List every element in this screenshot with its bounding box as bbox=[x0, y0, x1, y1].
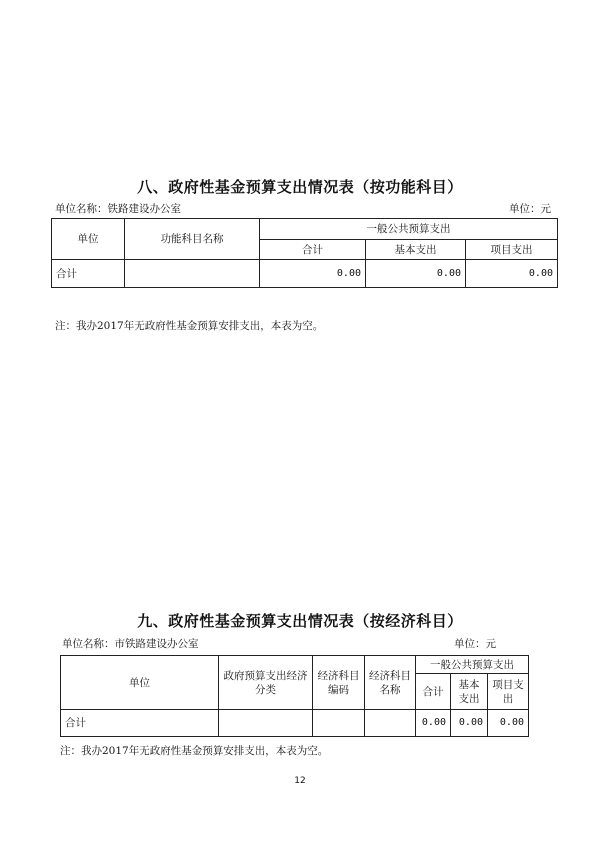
header-total: 合计 bbox=[260, 240, 366, 260]
header-general-budget: 一般公共预算支出 bbox=[416, 656, 529, 674]
row-total: 0.00 bbox=[260, 260, 366, 288]
header-econ-name: 经济科目名称 bbox=[365, 656, 416, 710]
row-econ-name bbox=[365, 710, 416, 737]
section9-currency-unit: 单位：元 bbox=[454, 638, 496, 650]
page-number: 12 bbox=[294, 776, 306, 786]
row-basic: 0.00 bbox=[366, 260, 466, 288]
header-function-subject: 功能科目名称 bbox=[125, 219, 260, 260]
header-project: 项目支出 bbox=[466, 240, 558, 260]
header-unit: 单位 bbox=[61, 656, 219, 710]
table-row bbox=[61, 710, 529, 737]
header-project: 项目支出 bbox=[488, 674, 529, 710]
section9-title: 九、政府性基金预算支出情况表（按经济科目） bbox=[137, 612, 463, 630]
row-label: 合计 bbox=[52, 260, 125, 288]
section9-table bbox=[60, 655, 529, 737]
section9-note: 注：我办2017年无政府性基金预算安排支出，本表为空。 bbox=[60, 745, 329, 757]
row-basic: 0.00 bbox=[451, 710, 488, 737]
section9-unit-name: 单位名称：市铁路建设办公室 bbox=[62, 638, 199, 650]
row-label: 合计 bbox=[61, 710, 219, 737]
header-basic: 基本支出 bbox=[451, 674, 488, 710]
row-total: 0.00 bbox=[416, 710, 451, 737]
row-project: 0.00 bbox=[466, 260, 558, 288]
section8-currency-unit: 单位：元 bbox=[509, 203, 551, 215]
header-total: 合计 bbox=[416, 674, 451, 710]
row-economic-class bbox=[219, 710, 313, 737]
section8-title: 八、政府性基金预算支出情况表（按功能科目） bbox=[137, 178, 463, 196]
row-econ-code bbox=[313, 710, 365, 737]
table-row bbox=[52, 260, 558, 288]
row-project: 0.00 bbox=[488, 710, 529, 737]
header-economic-class: 政府预算支出经济分类 bbox=[219, 656, 313, 710]
header-basic: 基本支出 bbox=[366, 240, 466, 260]
header-unit: 单位 bbox=[52, 219, 125, 260]
section8-unit-name: 单位名称：铁路建设办公室 bbox=[55, 203, 181, 215]
section8-note: 注：我办2017年无政府性基金预算安排支出，本表为空。 bbox=[55, 320, 324, 332]
section8-table bbox=[51, 218, 558, 288]
header-econ-code: 经济科目编码 bbox=[313, 656, 365, 710]
header-general-budget: 一般公共预算支出 bbox=[260, 219, 558, 240]
row-function-subject bbox=[125, 260, 260, 288]
